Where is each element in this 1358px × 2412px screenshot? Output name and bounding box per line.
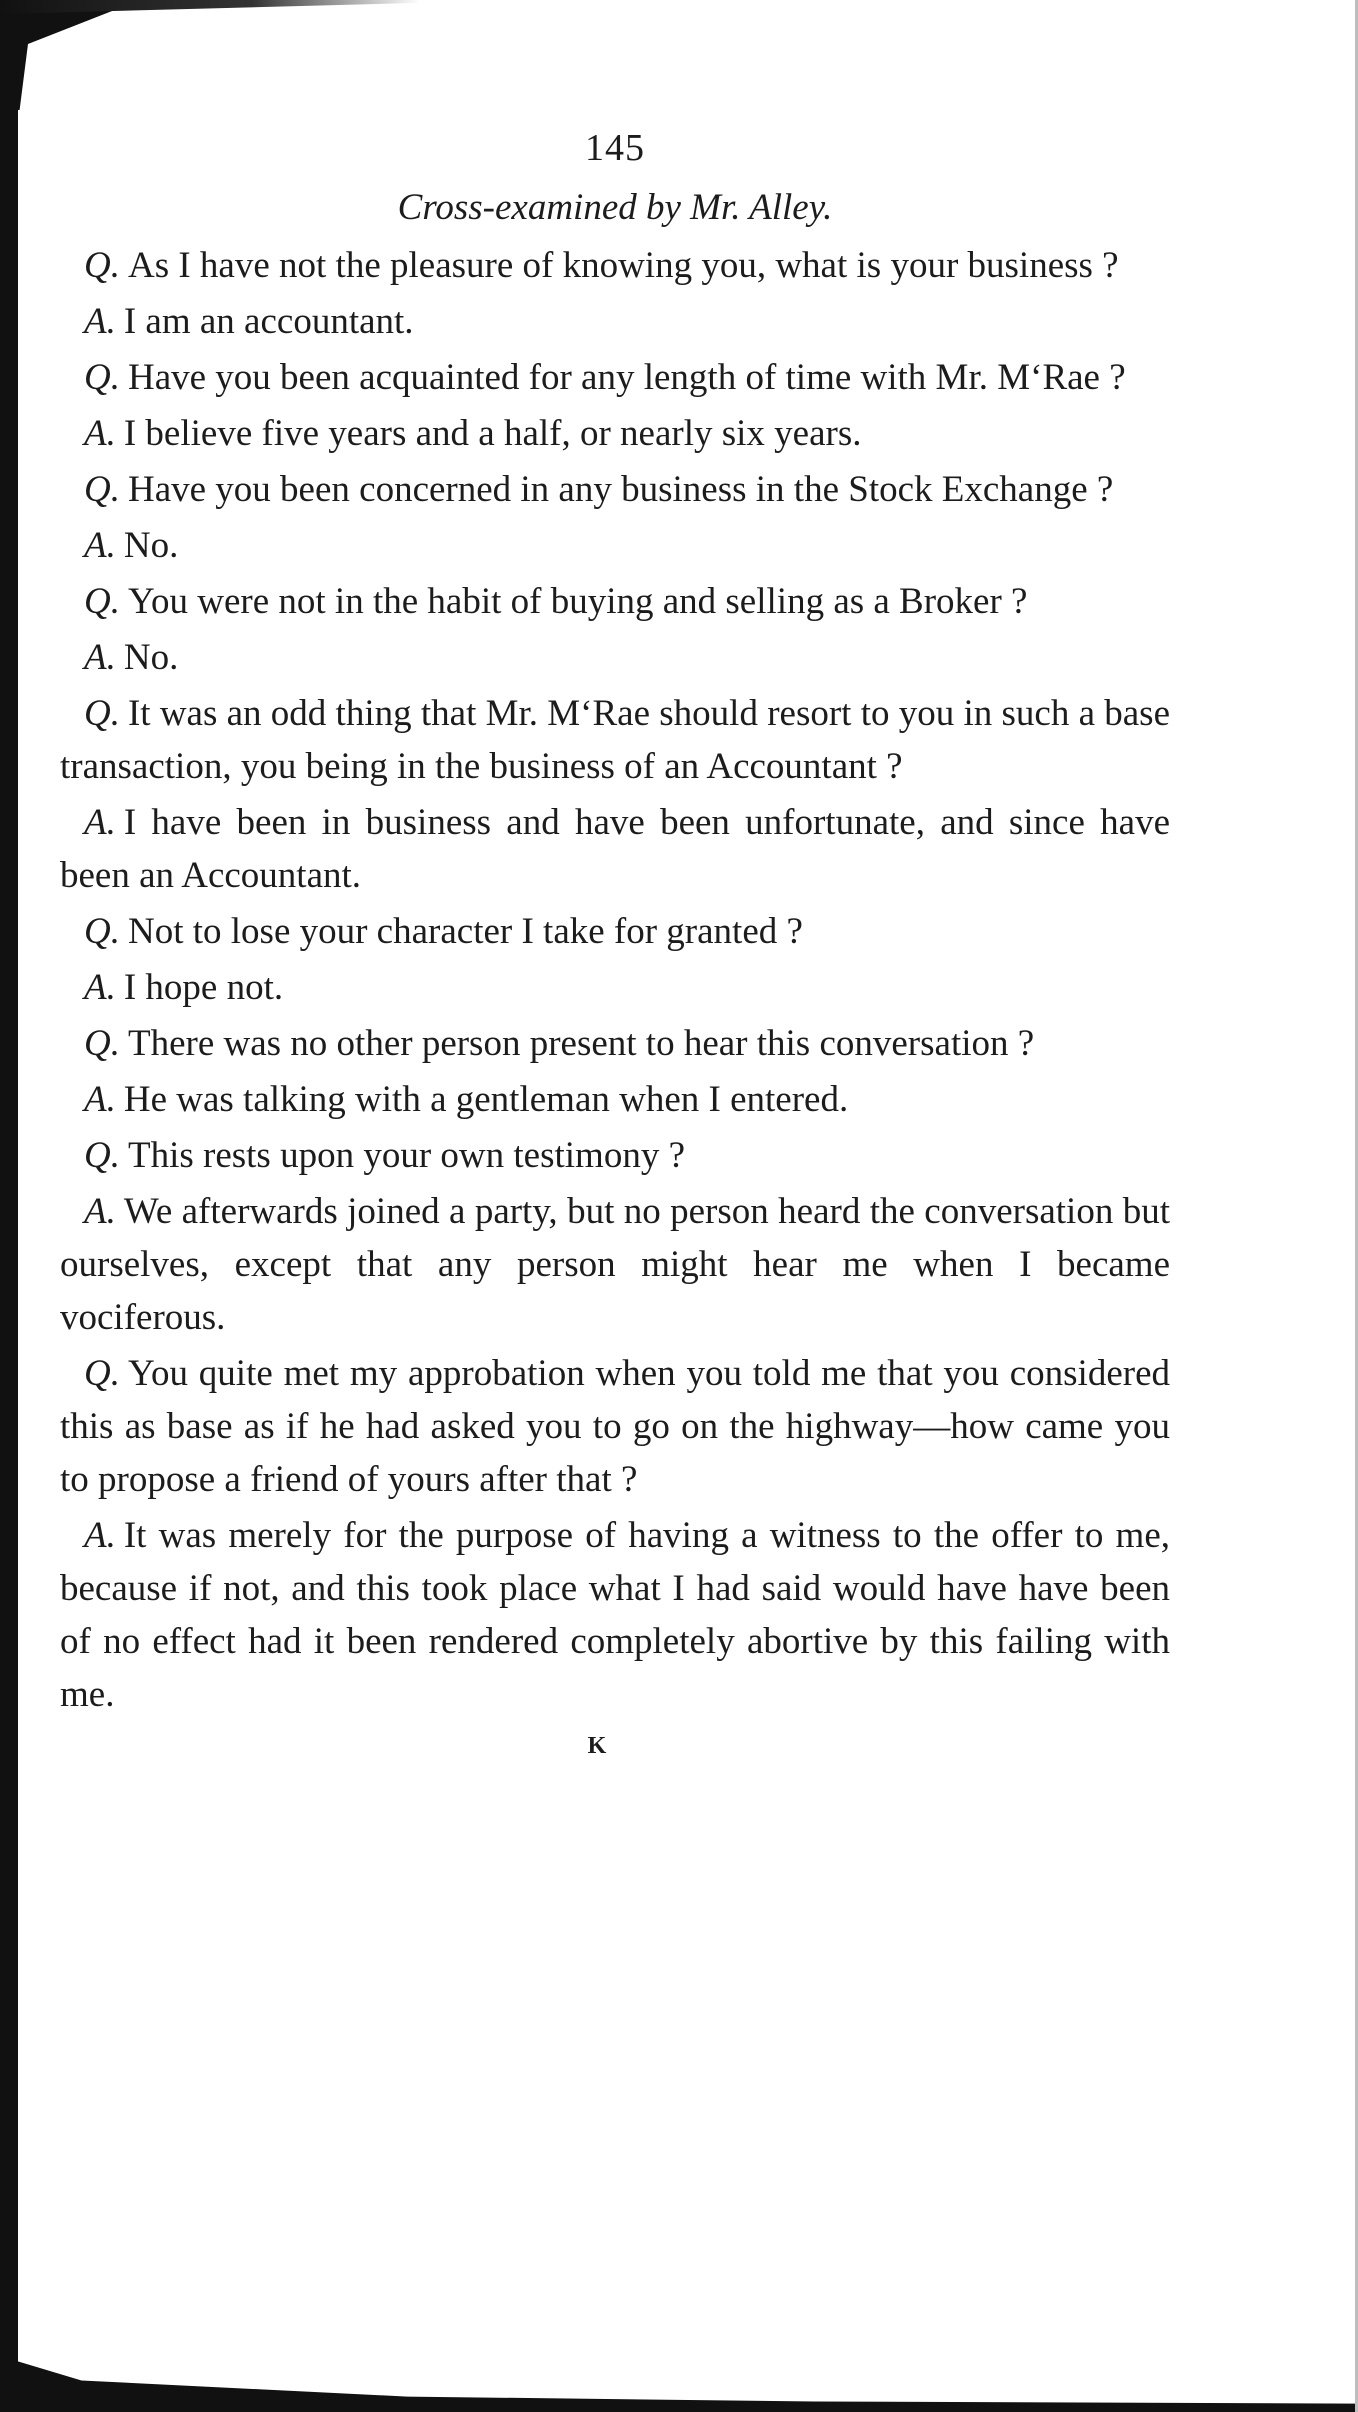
- dialogue-paragraph: [60, 1129, 1170, 1182]
- paragraph-text: It was merely for the purpose of having a witness to the offer to me, because if not, and this took place what I had said would have have been of no effect had it been rendered completely abortive by this failing with me.: [60, 1515, 1170, 1715]
- paragraph-text: I believe five years and a half, or nearly six years.: [123, 413, 862, 454]
- dialogue-paragraph: [60, 905, 1170, 958]
- book-page: [60, 110, 1170, 2260]
- dialogue-paragraph: [60, 575, 1170, 628]
- section-heading: Cross-examined by Mr. Alley.: [397, 187, 833, 228]
- dialogue-paragraph: [60, 239, 1170, 292]
- paragraph-text: I am an accountant.: [123, 301, 414, 342]
- speaker-label: Q.: [84, 1353, 120, 1394]
- speaker-label: Q.: [84, 1023, 120, 1064]
- dialogue-paragraph: [60, 295, 1170, 348]
- speaker-label: A.: [84, 1079, 116, 1120]
- paragraph-text: I have been in business and have been unfortunate, and since have been an Accountant.: [60, 802, 1170, 896]
- speaker-label: Q.: [84, 1135, 120, 1176]
- paragraph-text: As I have not the pleasure of knowing you, what is your business ?: [127, 245, 1119, 286]
- speaker-label: Q.: [84, 357, 120, 398]
- speaker-label: A.: [84, 637, 116, 678]
- paragraph-text: This rests upon your own testimony ?: [127, 1135, 685, 1176]
- paragraph-text: Have you been concerned in any business in the Stock Exchange ?: [127, 469, 1114, 510]
- paragraph-text: It was an odd thing that Mr. M‘Rae should resort to you in such a base transaction, you being in the business of an Accountant ?: [60, 693, 1170, 787]
- paragraph-text: There was no other person present to hear this conversation ?: [127, 1023, 1035, 1064]
- dialogue-paragraph: [60, 351, 1170, 404]
- catchword: K: [587, 1733, 607, 1759]
- dialogue-paragraph: [60, 796, 1170, 902]
- testimony-dialogue: [60, 239, 1170, 1721]
- dialogue-paragraph: [60, 961, 1170, 1014]
- speaker-label: A.: [84, 525, 116, 566]
- speaker-label: A.: [84, 967, 116, 1008]
- paragraph-text: We afterwards joined a party, but no person heard the conversation but ourselves, except that any person might hear me when I became vociferous.: [60, 1191, 1170, 1338]
- paragraph-text: He was talking with a gentleman when I entered.: [123, 1079, 849, 1120]
- dialogue-paragraph: [60, 519, 1170, 572]
- speaker-label: Q.: [84, 245, 120, 286]
- dialogue-paragraph: [60, 463, 1170, 516]
- scan-edge-top: [0, 0, 420, 14]
- dialogue-paragraph: [60, 1073, 1170, 1126]
- dialogue-paragraph: [60, 1347, 1170, 1506]
- speaker-label: Q.: [84, 693, 120, 734]
- scan-edge-corner: [0, 0, 140, 110]
- paragraph-text: No.: [123, 637, 179, 678]
- paragraph-text: You were not in the habit of buying and selling as a Broker ?: [127, 581, 1028, 622]
- speaker-label: A.: [84, 413, 116, 454]
- paragraph-text: You quite met my approbation when you told me that you considered this as base as if he had asked you to go on the highway—how came you to propose a friend of yours after that ?: [60, 1353, 1170, 1500]
- speaker-label: A.: [84, 802, 116, 843]
- dialogue-paragraph: [60, 631, 1170, 684]
- dialogue-paragraph: [60, 407, 1170, 460]
- paragraph-text: Not to lose your character I take for granted ?: [127, 911, 803, 952]
- paragraph-text: No.: [123, 525, 179, 566]
- scan-edge-bottom: [0, 2342, 1358, 2412]
- speaker-label: Q.: [84, 469, 120, 510]
- dialogue-paragraph: [60, 1509, 1170, 1721]
- scan-edge-left: [0, 0, 18, 2412]
- paragraph-text: Have you been acquainted for any length of time with Mr. M‘Rae ?: [127, 357, 1126, 398]
- page-number: 145: [585, 127, 645, 169]
- speaker-label: A.: [84, 1515, 116, 1556]
- dialogue-paragraph: [60, 1185, 1170, 1344]
- dialogue-paragraph: [60, 687, 1170, 793]
- speaker-label: A.: [84, 1191, 116, 1232]
- speaker-label: Q.: [84, 581, 120, 622]
- speaker-label: Q.: [84, 911, 120, 952]
- paragraph-text: I hope not.: [123, 967, 284, 1008]
- dialogue-paragraph: [60, 1017, 1170, 1070]
- speaker-label: A.: [84, 301, 116, 342]
